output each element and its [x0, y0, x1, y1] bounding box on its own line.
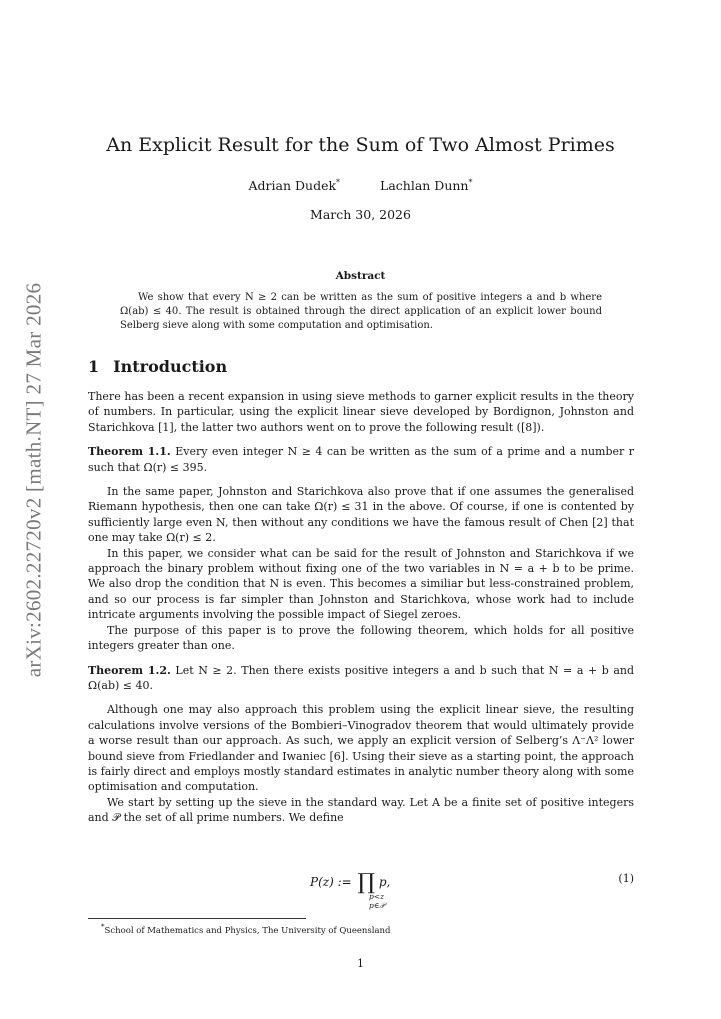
abstract-text: We show that every N ≥ 2 can be written as the sum of positive integers a and b where Ω(ab) ≤ 40. The result is obtained through the direct application of an explicit lower bound Selberg sieve along with some computation and optimisation. — [120, 292, 602, 331]
equation-lhs: P(z) := — [310, 875, 352, 889]
body-text — [88, 389, 634, 826]
theorem-1-2 — [88, 663, 634, 694]
author-list — [0, 178, 721, 193]
theorem-text: Let N ≥ 2. Then there exists positive integers a and b such that N = a + b and Ω(ab) ≤ 40. — [88, 663, 635, 692]
section-heading — [88, 357, 227, 376]
footnote-mark: * — [101, 922, 105, 931]
footnote-text: School of Mathematics and Physics, The University of Queensland — [104, 925, 391, 936]
footnote — [101, 922, 390, 936]
affiliation-mark: * — [336, 178, 341, 187]
arxiv-stamp: arXiv:2602.22720v2 [math.NT] 27 Mar 2026 — [21, 282, 46, 678]
author-name: Adrian Dudek — [248, 178, 337, 194]
theorem-text: Every even integer N ≥ 4 can be written as the sum of a prime and a number r such that Ω(r) ≤ 395. — [88, 445, 635, 474]
equation-rhs: p, — [378, 875, 391, 889]
product-subscript — [369, 892, 385, 910]
paper-date: March 30, 2026 — [310, 207, 411, 222]
abstract-heading: Abstract — [335, 270, 386, 282]
equation-1 — [88, 866, 634, 912]
affiliation-mark: * — [468, 178, 473, 187]
paragraph-approach: In this paper, we consider what can be said for the result of Johnston and Starichkova if we approach the binary problem without fixing one of the two variables in N = a + b to be prime. We also drop the condition that N is even. This becomes a similiar but less-constrained problem, and so our process is far simpler than Johnston and Starichkova, whose work had to include intricate arguments involving the possible impact of Siegel zeroes. — [88, 546, 634, 622]
paragraph-intro: There has been a recent expansion in using sieve methods to garner explicit results in the theory of numbers. In particular, using the explicit linear sieve developed by Bordignon, Johnston and Starichkova [1], the latter two authors went on to prove the following result ([8]). — [88, 390, 634, 434]
author-1 — [249, 178, 341, 193]
paragraph-purpose: The purpose of this paper is to prove the following theorem, which holds for all positive integers greater than one. — [88, 623, 634, 653]
theorem-label: Theorem 1.2. — [88, 663, 171, 677]
paragraph-method: Although one may also approach this problem using the explicit linear sieve, the resulting calculations involve versions of the Bombieri–Vinogradov theorem that would ultimately provide a worse result than our approach. As such, we apply an explicit version of Selberg’s Λ⁻Λ² lower bound sieve from Friedlander and Iwaniec [6]. Using their sieve as a starting point, the approach is fairly direct and employs mostly standard estimates in analytic number theory along with some optimisation and computation. — [88, 703, 634, 794]
paper-title: An Explicit Result for the Sum of Two Almost Primes — [106, 134, 615, 156]
footnote-divider — [88, 918, 306, 919]
paragraph-grh: In the same paper, Johnston and Starichkova also prove that if one assumes the generalised Riemann hypothesis, then one can take Ω(r) ≤ 31 in the above. Of course, if one is contented by sufficiently large even N, then without any conditions we have the famous result of Chen [2] that one may take Ω(r) ≤ 2. — [88, 485, 634, 545]
subscript-line: p<z — [369, 892, 385, 901]
section-number: 1 — [88, 357, 100, 376]
subscript-line: p∈𝒫 — [369, 901, 385, 910]
product-symbol: ∏ — [357, 870, 376, 895]
author-name: Lachlan Dunn — [380, 178, 469, 194]
author-2 — [380, 178, 472, 193]
page-number: 1 — [357, 957, 364, 970]
section-title: Introduction — [113, 357, 228, 376]
paragraph-setup: We start by setting up the sieve in the standard way. Let A be a finite set of positive integers and 𝒫 the set of all prime numbers. We define — [88, 795, 634, 825]
theorem-1-1 — [88, 444, 634, 475]
equation-number: (1) — [618, 872, 634, 885]
theorem-label: Theorem 1.1. — [88, 445, 171, 459]
